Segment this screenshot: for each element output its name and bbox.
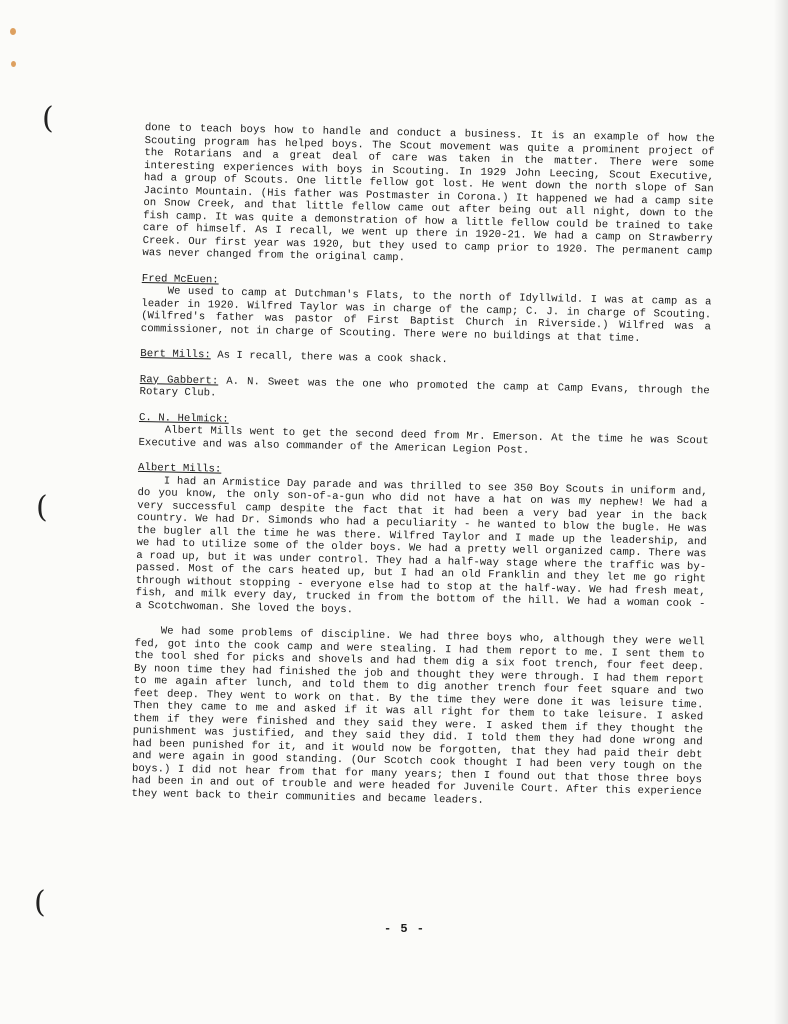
opening-paragraph: done to teach boys how to handle and conduct a business. It is an example of how the Scouting program has helped boys. The Scout movement was quite a prominent project of the Rotarians and a great deal of care was taken in the matter. There were some interesting experiences with boys in Scouting. In 1929 John Leecing, Scout Executive, had a group of Scouts. One little fellow got lost. He went down the north slope of San Jacinto Mountain. (His father was Postmaster in Corona.) It happened we had a camp site on Snow Creek, and that little fellow came out after being out all night, down to the fish camp. It was quite a demonstration of how a little fellow could be trained to take care of himself. As I recall, we went up there in 1920-21. We had a camp on Strawberry Creek. Our first year was 1920, but they used to camp prior to 1920. The permanent camp was never changed from the original camp. — [142, 122, 715, 265]
speaker-name: C. N. Helmick: — [138, 411, 229, 426]
speaker-remark: I had an Armistice Day parade and was thrilled to see 350 Boy Scouts in uniform and, do you know, the only son-of-a-gun who did not have a hat on was my nephew! We had a very successful camp despite the fact that it had been a very bad year in the back country. We had Dr. Simonds who had a peculiarity - he wanted to blow the bugle. He was the bugler all the time he was there. Wilfred Taylor and I made up the leadership, and we had to utilize some of the older boys. We had a pretty well organized camp. There was a road up, but it was under control. They had a half-way stage where the traffic was by-passed. Most of the cars heated up, but I had an old Franklin and they let me go right through without stopping - everyone else had to stop at the half-way. We had fresh meat, fish, and milk every day, trucked in from the bottom of the hill. We had a woman cook - a Scotchwoman. She loved the boys. — [135, 474, 708, 616]
document-body — [131, 122, 714, 811]
punch-hole-mark-top: ( — [42, 101, 54, 136]
speaker-name: Bert Mills: — [140, 347, 211, 362]
fred-mceuen-section — [141, 272, 712, 346]
discipline-paragraph: We had some problems of discipline. We had three boys who, although they were well fed, got into the cook camp and were stealing. I had them report to me. I sent them to the tool shed for picks and shovels and had them dig a six foot trench, four feet deep. By noon time they had finished the job and thought they were through. I had them report to me again after lunch, and told them to dig another trench four feet square and two feet deep. They went to work on that. By the time they were done it was leisure time. Then they came to me and asked if it was all right for them to take leisure. I asked them if they were finished and they said they were. I asked them if they thought the punishment was justified, and they said they did. I told them they had done wrong and had been punished for it, and it would now be forgotten, that they had paid their debt and were again in good standing. (Our Scotch cook thought I had been very tough on the boys.) I did not hear from that for many years; then I found out that those three boys had been in and out of trouble and were headed for Juvenile Court. After this experience they went back to their communities and became leaders. — [131, 625, 705, 807]
page-edge-shadow — [774, 0, 788, 1024]
speaker-name: Ray Gabbert: — [139, 373, 219, 388]
speaker-remark: As I recall, there was a cook shack. — [217, 349, 448, 367]
rust-stain-lower — [11, 61, 16, 67]
rust-stain-top — [10, 28, 16, 35]
speaker-name: Fred McEuen: — [141, 272, 219, 287]
albert-mills-section — [135, 462, 708, 623]
speaker-remark: We used to camp at Dutchman's Flats, to the north of Idyllwild. I was at camp as a leader in 1920. Wilfred Taylor was in charge of the camp; C. J. in charge of Scouting. (Wilfred's father was pastor of First Baptist Church in Riverside.) Wilfred was a commissioner, not in charge of Scouting. There were no buildings at that time. — [140, 285, 712, 345]
speaker-name: Albert Mills: — [137, 461, 222, 476]
punch-hole-mark-middle: ( — [36, 490, 48, 525]
speaker-remark: A. N. Sweet was the one who promoted the camp at Camp Evans, through the Rotary Club. — [139, 375, 710, 400]
speaker-remark: Albert Mills went to get the second deed from Mr. Emerson. At the time he was Scout Executive and was also commander of the American Legion Post. — [138, 424, 709, 457]
punch-hole-mark-bottom: ( — [34, 885, 46, 920]
page-number: - 5 - — [384, 922, 426, 936]
